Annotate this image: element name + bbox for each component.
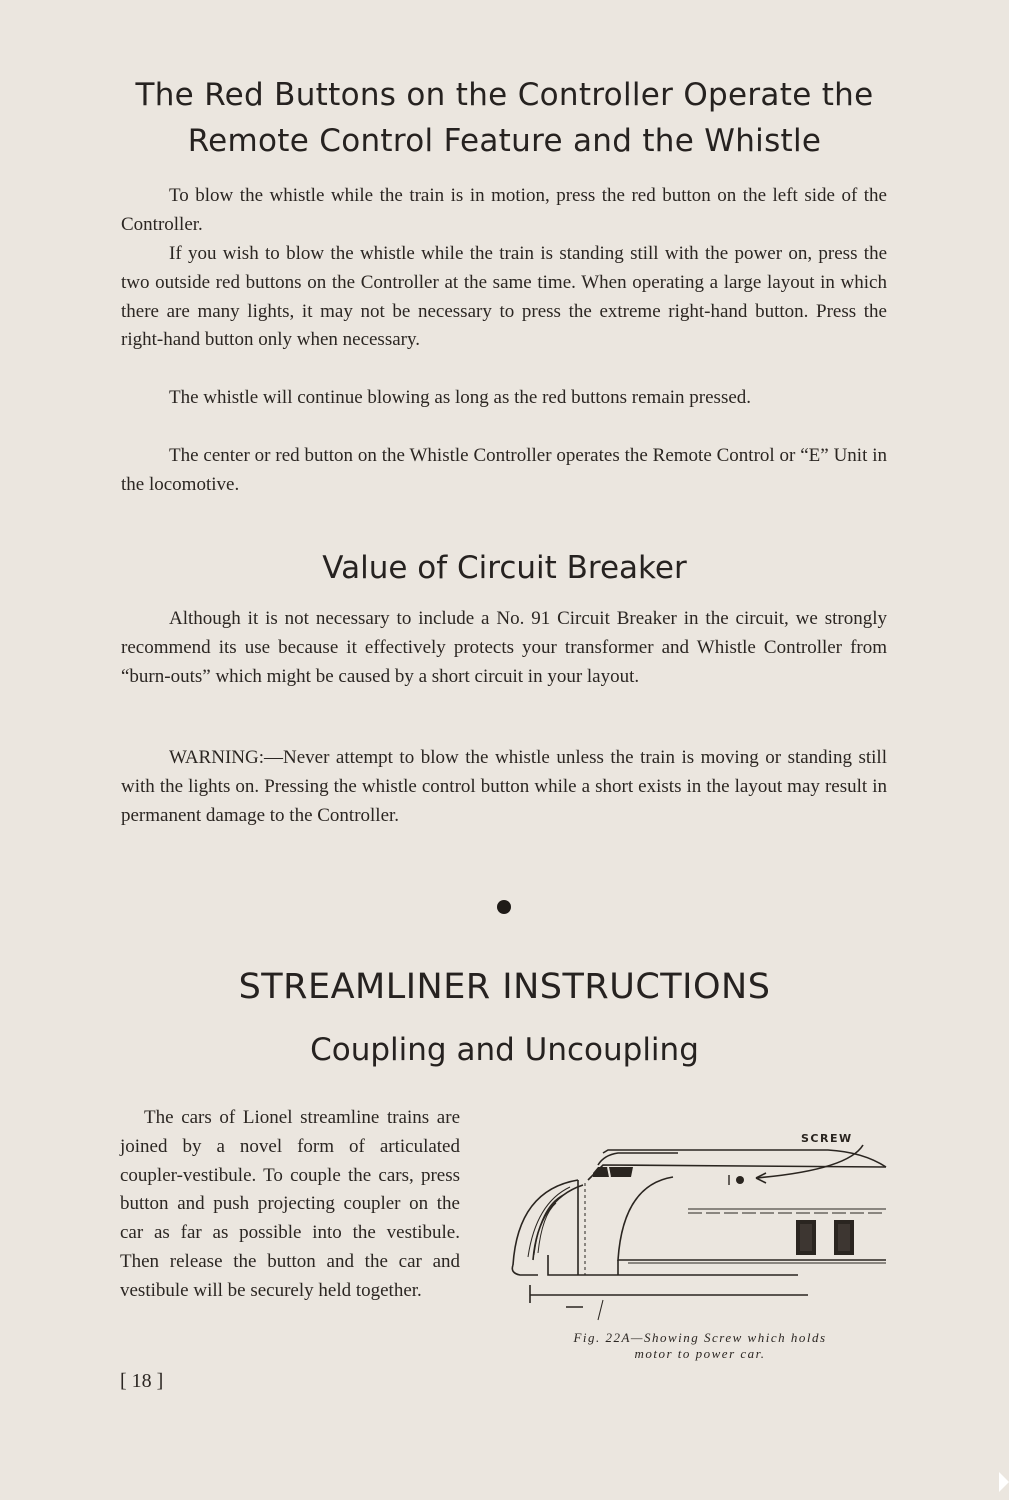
streamliner-car-illustration <box>508 1125 893 1325</box>
figure-caption <box>515 1330 885 1362</box>
paragraph-whistle-continue: The whistle will continue blowing as long as the red buttons remain pressed. <box>169 387 752 408</box>
paragraph-whistle-motion: To blow the whistle while the train is in motion, press the red button on the left side of the Controller. <box>121 185 887 235</box>
circuit-breaker-heading: Value of Circuit Breaker <box>322 550 687 586</box>
section-heading-line-2: Remote Control Feature and the Whistle <box>187 123 822 159</box>
coupling-subheading: Coupling and Uncoupling <box>310 1032 699 1068</box>
page-corner-mark <box>999 1472 1009 1492</box>
section-heading-line-1: The Red Buttons on the Controller Operate the <box>135 77 874 113</box>
page-number: [ 18 ] <box>120 1370 164 1392</box>
paragraph-circuit-breaker: Although it is not necessary to include a No. 91 Circuit Breaker in the circuit, we strongly recommend its use because it effectively protects your transformer and Whistle Controller from “burn-outs” which might be caused by a short circuit in your layout. <box>121 608 887 687</box>
figure-caption-line-1: Fig. 22A—Showing Screw which holds <box>573 1330 827 1345</box>
section-divider-dot <box>497 900 511 914</box>
figure-caption-line-2: motor to power car. <box>634 1346 766 1361</box>
paragraph-whistle-standing: If you wish to blow the whistle while the train is standing still with the power on, press the two outside red buttons on the Controller at the same time. When operating a large layout in which there are many lights, it may not be necessary to press the extreme right-hand button. Press the right-hand button only when necessary. <box>121 243 887 351</box>
paragraph-center-button: The center or red button on the Whistle Controller operates the Remote Control or “E” Unit in the locomotive. <box>121 445 887 495</box>
streamliner-heading: STREAMLINER INSTRUCTIONS <box>238 967 771 1007</box>
paragraph-coupling: The cars of Lionel streamline trains are joined by a novel form of articulated coupler-vestibule. To couple the cars, press button and push projecting coupler on the car as far as possible into the vestibule. Then release the button and the car and vestibule will be securely held together. <box>120 1107 460 1301</box>
warning-paragraph: WARNING:—Never attempt to blow the whistle unless the train is moving or standing still with the lights on. Pressing the whistle control button while a short exists in the layout may result in permanent damage to the Controller. <box>121 747 887 826</box>
screw-label: SCREW <box>801 1132 853 1145</box>
